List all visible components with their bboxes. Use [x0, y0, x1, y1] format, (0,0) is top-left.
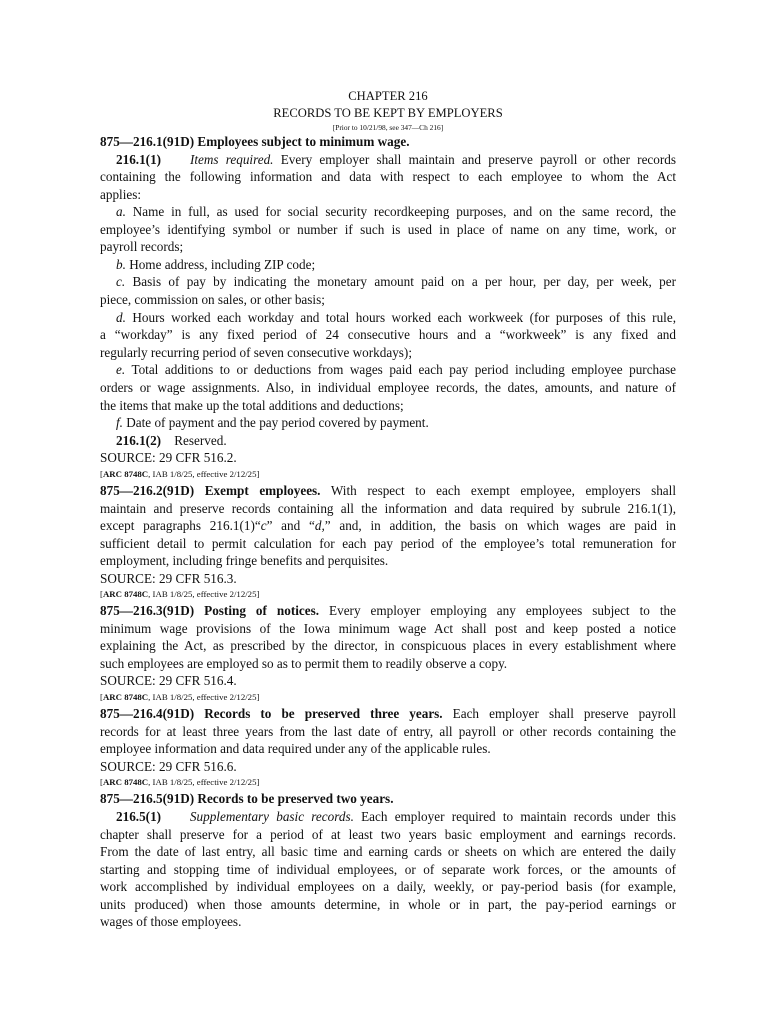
chapter-title: CHAPTER 216	[348, 89, 428, 103]
chapter-note: [Prior to 10/21/98, see 347—Ch 216]	[332, 123, 444, 132]
paragraph-line: except paragraphs 216.1(1)“c” and “d,” and, in addition, the basis on which wages are paid in	[100, 518, 676, 533]
paragraph-line: piece, commission on sales, or other basis;	[100, 292, 325, 307]
subrule-216-5-1: 216.5(1) Supplementary basic records. Each employer required to maintain records under this	[116, 809, 676, 824]
paragraph-line: payroll records;	[100, 239, 184, 254]
rule-216-4-heading: 875—216.4(91D) Records to be preserved three years. Each employer shall preserve payroll	[100, 706, 676, 721]
source-line: SOURCE: 29 CFR 516.3.	[100, 571, 237, 586]
arc-note: [ARC 8748C, IAB 1/8/25, effective 2/12/25]	[100, 589, 260, 599]
paragraph-line: work accomplished by individual employees on a daily, weekly, or pay-period basis (for example,	[100, 879, 676, 894]
paragraph-line: containing the following information and data with respect to each employee to whom the Act	[100, 169, 676, 184]
paragraph-line: chapter shall preserve for a period of at least two years basic employment and earnings records.	[100, 827, 676, 842]
paragraph-b: b. Home address, including ZIP code;	[116, 257, 316, 272]
paragraph-line: units produced) when those amounts determine, in whole or in part, the pay-period earnings or	[100, 897, 676, 912]
paragraph-line: applies:	[100, 187, 142, 202]
source-line: SOURCE: 29 CFR 516.6.	[100, 759, 237, 774]
paragraph-line: wages of those employees.	[100, 914, 242, 929]
subrule-216-1-1: 216.1(1) Items required. Every employer shall maintain and preserve payroll or other records	[116, 152, 676, 167]
rule-216-2-heading: 875—216.2(91D) Exempt employees. With respect to each exempt employee, employers shall	[100, 483, 676, 498]
arc-note: [ARC 8748C, IAB 1/8/25, effective 2/12/25]	[100, 469, 260, 479]
paragraph-a: a. Name in full, as used for social security recordkeeping purposes, and on the same record, the	[116, 204, 676, 219]
source-line: SOURCE: 29 CFR 516.2.	[100, 450, 237, 465]
paragraph-line: employee information and data required under any of the applicable rules.	[100, 741, 491, 756]
rule-216-5-heading: 875—216.5(91D) Records to be preserved two years.	[100, 791, 394, 806]
paragraph-line: records for at least three years from the last date of entry, all payroll or other records containing the	[100, 724, 676, 739]
paragraph-line: a “workday” is any fixed period of 24 consecutive hours and a “workweek” is any fixed and	[100, 327, 676, 342]
paragraph-line: the items that make up the total additions and deductions;	[100, 398, 404, 413]
paragraph-line: From the date of last entry, all basic time and earning cards or sheets on which are entered the daily	[100, 844, 676, 859]
paragraph-f: f. Date of payment and the pay period covered by payment.	[116, 415, 429, 430]
paragraph-d: d. Hours worked each workday and total hours worked each workweek (for purposes of this rule,	[116, 310, 676, 325]
paragraph-line: sufficient detail to permit calculation for each pay period of the employee’s total remuneration for	[100, 536, 676, 551]
paragraph-e: e. Total additions to or deductions from wages paid each pay period including employee purchase	[116, 362, 676, 377]
paragraph-line: such employees are employed so as to permit them to readily observe a copy.	[100, 656, 508, 671]
paragraph-line: orders or wage assignments. Also, in individual employee records, the dates, amounts, and nature of	[100, 380, 676, 395]
paragraph-c: c. Basis of pay by indicating the monetary amount paid on a per hour, per day, per week, per	[116, 274, 676, 289]
paragraph-line: minimum wage provisions of the Iowa minimum wage Act shall post and keep posted a notice	[100, 621, 676, 636]
arc-note: [ARC 8748C, IAB 1/8/25, effective 2/12/25]	[100, 692, 260, 702]
arc-note: [ARC 8748C, IAB 1/8/25, effective 2/12/25]	[100, 777, 260, 787]
paragraph-line: regularly recurring period of seven consecutive workdays);	[100, 345, 412, 360]
paragraph-line: employment, including fringe benefits and perquisites.	[100, 553, 389, 568]
chapter-subtitle: RECORDS TO BE KEPT BY EMPLOYERS	[273, 106, 503, 120]
source-line: SOURCE: 29 CFR 516.4.	[100, 673, 237, 688]
paragraph-line: explaining the Act, as prescribed by the director, in conspicuous places in every establishment where	[100, 638, 676, 653]
subrule-216-1-2: 216.1(2) Reserved.	[116, 433, 227, 448]
paragraph-line: maintain and preserve records containing all the information and data required by subrule 216.1(1),	[100, 501, 676, 516]
rule-216-1-heading: 875—216.1(91D) Employees subject to minimum wage.	[100, 134, 410, 149]
paragraph-line: employee’s identifying symbol or number if such is used in place of name on any time, work, or	[100, 222, 676, 237]
rule-216-3-heading: 875—216.3(91D) Posting of notices. Every employer employing any employees subject to the	[100, 603, 676, 618]
paragraph-line: starting and stopping time of individual employees, or of separate work forces, or the amounts of	[100, 862, 676, 877]
